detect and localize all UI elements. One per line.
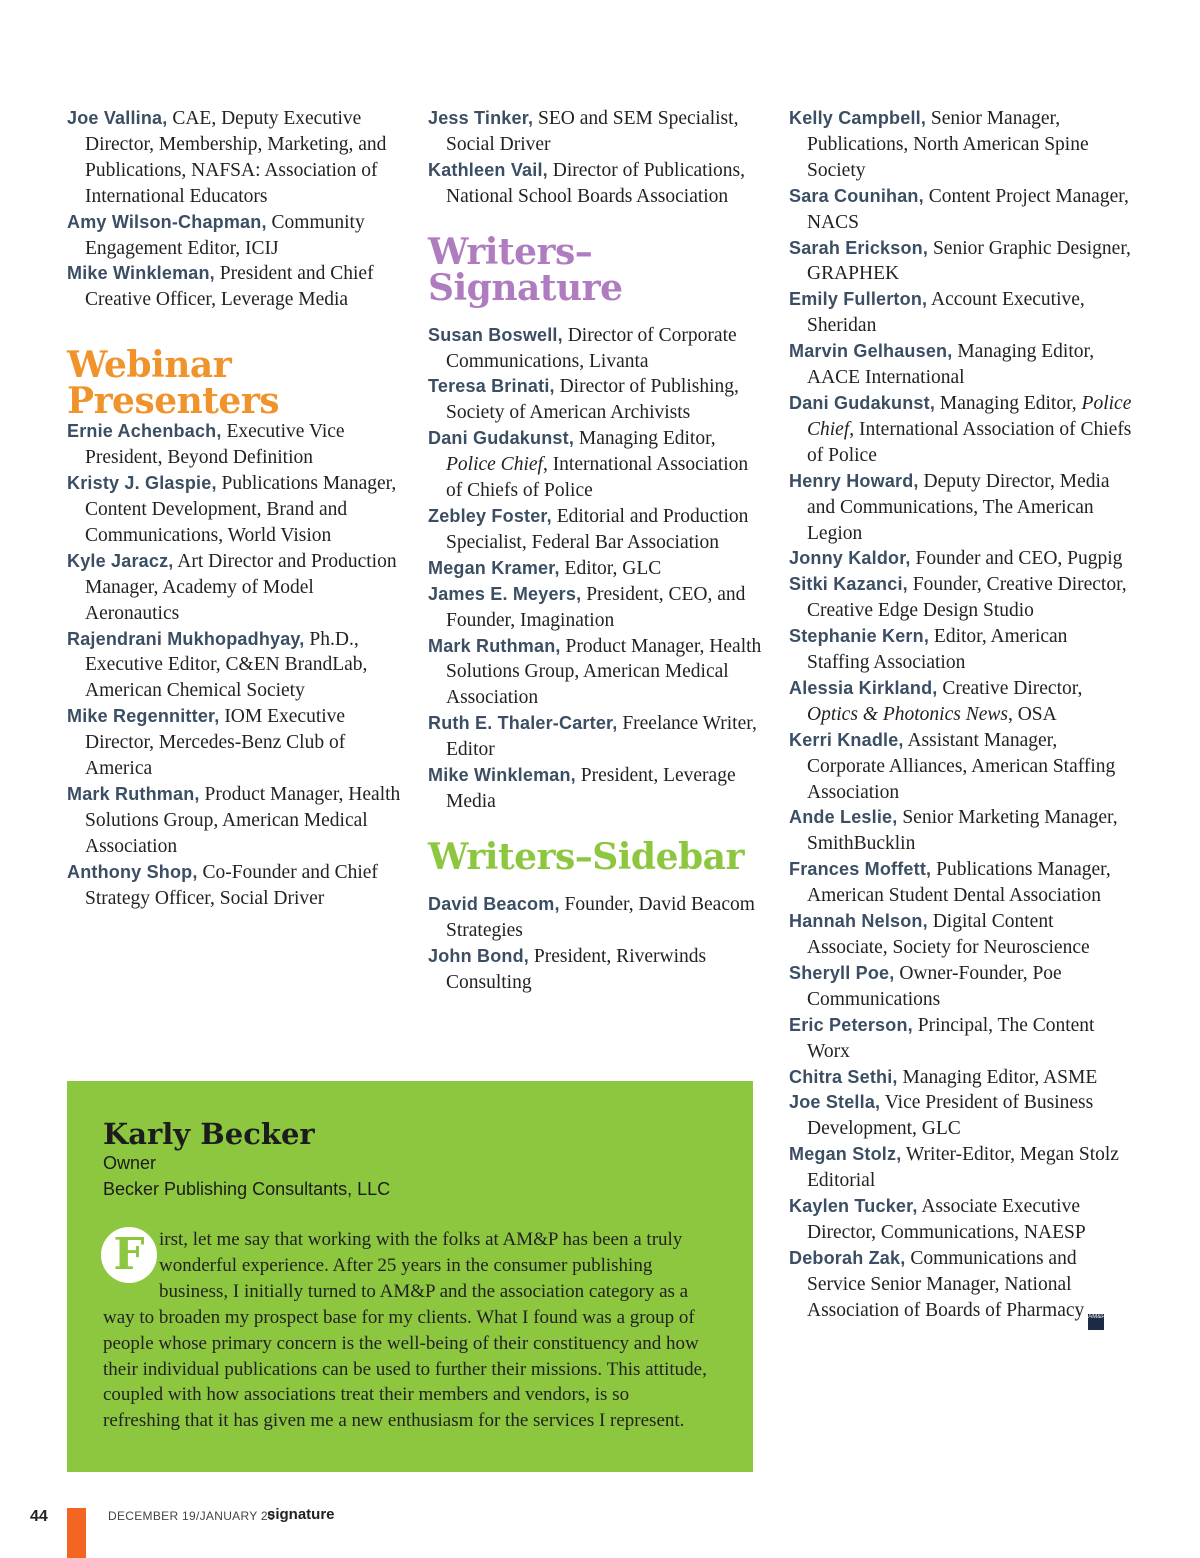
person-role: , OSA — [1007, 703, 1057, 725]
person-name: Sheryll Poe, — [789, 962, 895, 983]
person-name: Marvin Gelhausen, — [789, 341, 953, 362]
person-role: Senior Marketing Manager, SmithBucklin — [807, 807, 1118, 855]
person-role: Writer-Editor, Megan Stolz Editorial — [807, 1144, 1119, 1192]
person-role: Director of Publications, National School Boards Association — [446, 159, 745, 207]
person-name: Henry Howard, — [789, 470, 919, 491]
person-role: CAE, Deputy Executive Director, Membership, Marketing, and Publications, NAFSA: Association of International Educators — [85, 108, 387, 207]
entry-list — [67, 419, 407, 911]
person-role: Account Executive, Sheridan — [807, 289, 1085, 337]
person-role: Director of Corporate Communications, Livanta — [446, 324, 737, 372]
person-role: President and Chief Creative Officer, Leverage Media — [85, 263, 374, 311]
list-item — [789, 236, 1134, 288]
person-name: Kaylen Tucker, — [789, 1196, 918, 1217]
person-role: Digital Content Associate, Society for Neuroscience — [807, 911, 1090, 958]
list-item — [428, 711, 768, 763]
list-item — [428, 582, 768, 634]
magazine-name: signature — [267, 1506, 335, 1523]
person-role: Managing Editor, AACE International — [807, 341, 1095, 389]
person-role: Managing Editor, ASME — [897, 1066, 1098, 1088]
list-item — [67, 106, 407, 210]
list-item — [67, 210, 407, 262]
list-item — [789, 1065, 1134, 1091]
person-name: Amy Wilson-Chapman, — [67, 211, 267, 232]
person-role: Product Manager, Health Solutions Group, American Medical Association — [85, 783, 401, 857]
person-role: President, Riverwinds Consulting — [446, 945, 707, 993]
list-item — [789, 469, 1134, 547]
list-item — [67, 549, 407, 627]
person-name: Kathleen Vail, — [428, 159, 548, 180]
list-item — [789, 1013, 1134, 1065]
person-role: Founder, Creative Director, Creative Edge Design Studio — [807, 574, 1127, 622]
list-item — [428, 374, 768, 426]
list-item — [789, 728, 1134, 806]
person-name: Emily Fullerton, — [789, 289, 928, 310]
person-name: Chitra Sethi, — [789, 1066, 898, 1087]
person-name: Kristy J. Glaspie, — [67, 473, 217, 494]
list-item — [67, 471, 407, 549]
list-item — [789, 391, 1134, 469]
person-role: Product Manager, Health Solutions Group, American Medical Association — [446, 635, 762, 709]
person-role: President, Leverage Media — [446, 765, 736, 812]
list-item — [789, 287, 1134, 339]
person-name: Mike Winkleman, — [67, 263, 215, 284]
person-name: Deborah Zak, — [789, 1247, 906, 1268]
list-item — [789, 805, 1134, 857]
list-item — [428, 504, 768, 556]
person-role: President, CEO, and Founder, Imagination — [446, 583, 746, 631]
heading-line: Presenters — [67, 380, 280, 423]
list-item — [428, 944, 768, 996]
list-item — [789, 961, 1134, 1013]
person-role: Freelance Writer, Editor — [446, 713, 757, 761]
list-item — [789, 106, 1134, 184]
person-name: Jonny Kaldor, — [789, 548, 911, 569]
entry-list — [428, 106, 768, 210]
list-item — [428, 158, 768, 210]
person-role: Director of Publishing, Society of American Archivists — [446, 376, 739, 424]
person-role: Co-Founder and Chief Strategy Officer, Social Driver — [85, 861, 378, 909]
testimonial-quote — [103, 1227, 709, 1434]
person-role: Vice President of Business Development, GLC — [807, 1092, 1094, 1140]
person-name: Kelly Campbell, — [789, 108, 927, 128]
person-role: Founder, David Beacom Strategies — [446, 893, 755, 941]
person-role: SEO and SEM Specialist, Social Driver — [446, 108, 739, 155]
person-role: , International Association of Chiefs of Police — [807, 418, 1132, 466]
person-role: Assistant Manager, Corporate Alliances, American Staffing Association — [807, 729, 1116, 803]
person-name: Hannah Nelson, — [789, 911, 928, 932]
person-role: Deputy Director, Media and Communications, The American Legion — [807, 470, 1110, 544]
person-name: Dani Gudakunst, — [428, 428, 575, 449]
testimonial-name: Karly Becker — [103, 1117, 315, 1151]
person-role: Managing Editor, — [935, 392, 1082, 414]
person-role: Editorial and Production Specialist, Federal Bar Association — [446, 505, 749, 553]
person-name: Mark Ruthman, — [428, 635, 561, 656]
person-role: , International Association of Chiefs of Police — [446, 454, 749, 502]
list-item — [67, 419, 407, 471]
person-role: Executive Vice President, Beyond Definition — [85, 421, 345, 469]
person-name: David Beacom, — [428, 893, 560, 914]
column-3 — [789, 106, 1134, 1330]
person-name: Megan Kramer, — [428, 557, 560, 578]
person-name: Rajendrani Mukhopadhyay, — [67, 628, 305, 649]
person-role: Owner-Founder, Poe Communications — [807, 962, 1062, 1010]
person-name: Mark Ruthman, — [67, 783, 200, 804]
person-name: Frances Moffett, — [789, 859, 932, 880]
column-2 — [428, 106, 768, 995]
heading-line: Webinar — [67, 344, 232, 387]
publication-title: Police Chief — [446, 454, 543, 476]
list-item — [789, 1194, 1134, 1246]
person-role: IOM Executive Director, Mercedes-Benz Club of America — [85, 706, 346, 780]
person-role: Editor, GLC — [559, 557, 662, 579]
list-item — [428, 426, 768, 504]
person-role: Principal, The Content Worx — [807, 1014, 1095, 1062]
person-name: Susan Boswell, — [428, 324, 563, 345]
entry-list — [428, 892, 768, 996]
person-name: Mike Winkleman, — [428, 765, 576, 786]
webinar-presenters-heading — [67, 344, 407, 423]
publication-title: Police Chief — [807, 392, 1132, 440]
issue-date: DECEMBER 19/JANUARY 20 — [108, 1509, 275, 1523]
column-1 — [67, 106, 407, 911]
entry-list — [428, 323, 768, 815]
page-number: 44 — [30, 1508, 48, 1525]
list-item — [67, 860, 407, 912]
person-role: Editor, American Staffing Association — [807, 626, 1068, 674]
person-role: Senior Manager, Publications, North American Spine Society — [807, 108, 1089, 181]
writers-sidebar-heading: Writers–Sidebar — [428, 835, 744, 878]
list-item — [789, 1090, 1134, 1142]
list-item — [428, 763, 768, 815]
list-item — [428, 892, 768, 944]
list-item — [428, 634, 768, 712]
list-item — [789, 1246, 1134, 1330]
amp-logo-icon: AM&P — [1088, 1314, 1104, 1330]
list-item — [789, 1142, 1134, 1194]
testimonial-box — [67, 1081, 753, 1472]
person-name: Ruth E. Thaler-Carter, — [428, 713, 618, 734]
person-name: Jess Tinker, — [428, 108, 534, 128]
drop-cap: F — [101, 1227, 157, 1283]
person-role: Art Director and Production Manager, Academy of Model Aeronautics — [85, 550, 397, 624]
person-role: Managing Editor, — [574, 428, 716, 450]
person-role: Senior Graphic Designer, GRAPHEK — [807, 237, 1131, 285]
list-item — [428, 323, 768, 375]
testimonial-company: Becker Publishing Consultants, LLC — [103, 1179, 391, 1199]
person-name: Zebley Foster, — [428, 505, 552, 526]
list-item — [789, 624, 1134, 676]
entry-list — [789, 106, 1134, 1330]
publication-title: Optics & Photonics News — [807, 703, 1008, 725]
person-name: James E. Meyers, — [428, 583, 582, 604]
footer-accent-bar — [67, 1508, 86, 1558]
person-name: Ande Leslie, — [789, 807, 898, 828]
list-item — [789, 546, 1134, 572]
person-role: Creative Director, — [937, 677, 1083, 699]
person-name: Sitki Kazanci, — [789, 574, 908, 595]
person-role: Founder and CEO, Pugpig — [910, 548, 1123, 570]
list-item — [789, 184, 1134, 236]
person-name: Joe Stella, — [789, 1092, 881, 1113]
list-item — [789, 572, 1134, 624]
person-name: Kerri Knadle, — [789, 729, 904, 750]
list-item — [789, 909, 1134, 961]
person-role: Associate Executive Director, Communications, NAESP — [807, 1196, 1086, 1243]
person-name: Mike Regennitter, — [67, 706, 220, 727]
person-role: Content Project Manager, NACS — [807, 185, 1129, 233]
person-name: Kyle Jaracz, — [67, 550, 174, 571]
list-item — [67, 782, 407, 860]
list-item — [789, 857, 1134, 909]
list-item — [67, 704, 407, 782]
person-role: Publications Manager, Content Development, Brand and Communications, World Vision — [85, 473, 397, 546]
person-name: Sara Counihan, — [789, 185, 924, 206]
list-item — [428, 106, 768, 158]
person-role: Community Engagement Editor, ICIJ — [85, 211, 365, 259]
list-item — [789, 339, 1134, 391]
person-name: Eric Peterson, — [789, 1014, 913, 1035]
list-item — [428, 556, 768, 582]
testimonial-title: Owner — [103, 1153, 157, 1173]
writers-signature-heading: Writers–Signature — [428, 230, 623, 309]
person-name: Alessia Kirkland, — [789, 677, 938, 698]
person-name: Stephanie Kern, — [789, 626, 930, 647]
list-item — [67, 627, 407, 705]
person-role: Communications and Service Senior Manager, National Association of Boards of Pharmacy — [807, 1247, 1085, 1321]
person-role: Ph.D., Executive Editor, C&EN BrandLab, American Chemical Society — [85, 628, 368, 702]
person-role: Publications Manager, American Student Dental Association — [807, 859, 1111, 907]
person-name: Dani Gudakunst, — [789, 392, 936, 413]
person-name: Megan Stolz, — [789, 1144, 902, 1165]
person-name: Ernie Achenbach, — [67, 421, 222, 442]
list-item — [67, 261, 407, 313]
person-name: Sarah Erickson, — [789, 237, 929, 258]
quote-body: irst, let me say that working with the folks at AM&P has been a truly wonderful experience. After 25 years in the consumer publishing business, I initially turned to AM&P and the association category as a way to broaden my prospect base for my clients. What I found was a group of people whose primary concern is the well-being of their constituency and how their individual publications can be used to further their missions. This attitude, coupled with how associations treat their members and vendors, is so refreshing that it has given me a new enthusiasm for the services I represent. — [103, 1229, 707, 1432]
person-name: Anthony Shop, — [67, 861, 198, 882]
person-name: Teresa Brinati, — [428, 376, 555, 397]
entry-list — [67, 106, 407, 313]
person-name: Joe Vallina, — [67, 108, 168, 128]
list-item — [789, 676, 1134, 728]
person-name: John Bond, — [428, 945, 529, 966]
